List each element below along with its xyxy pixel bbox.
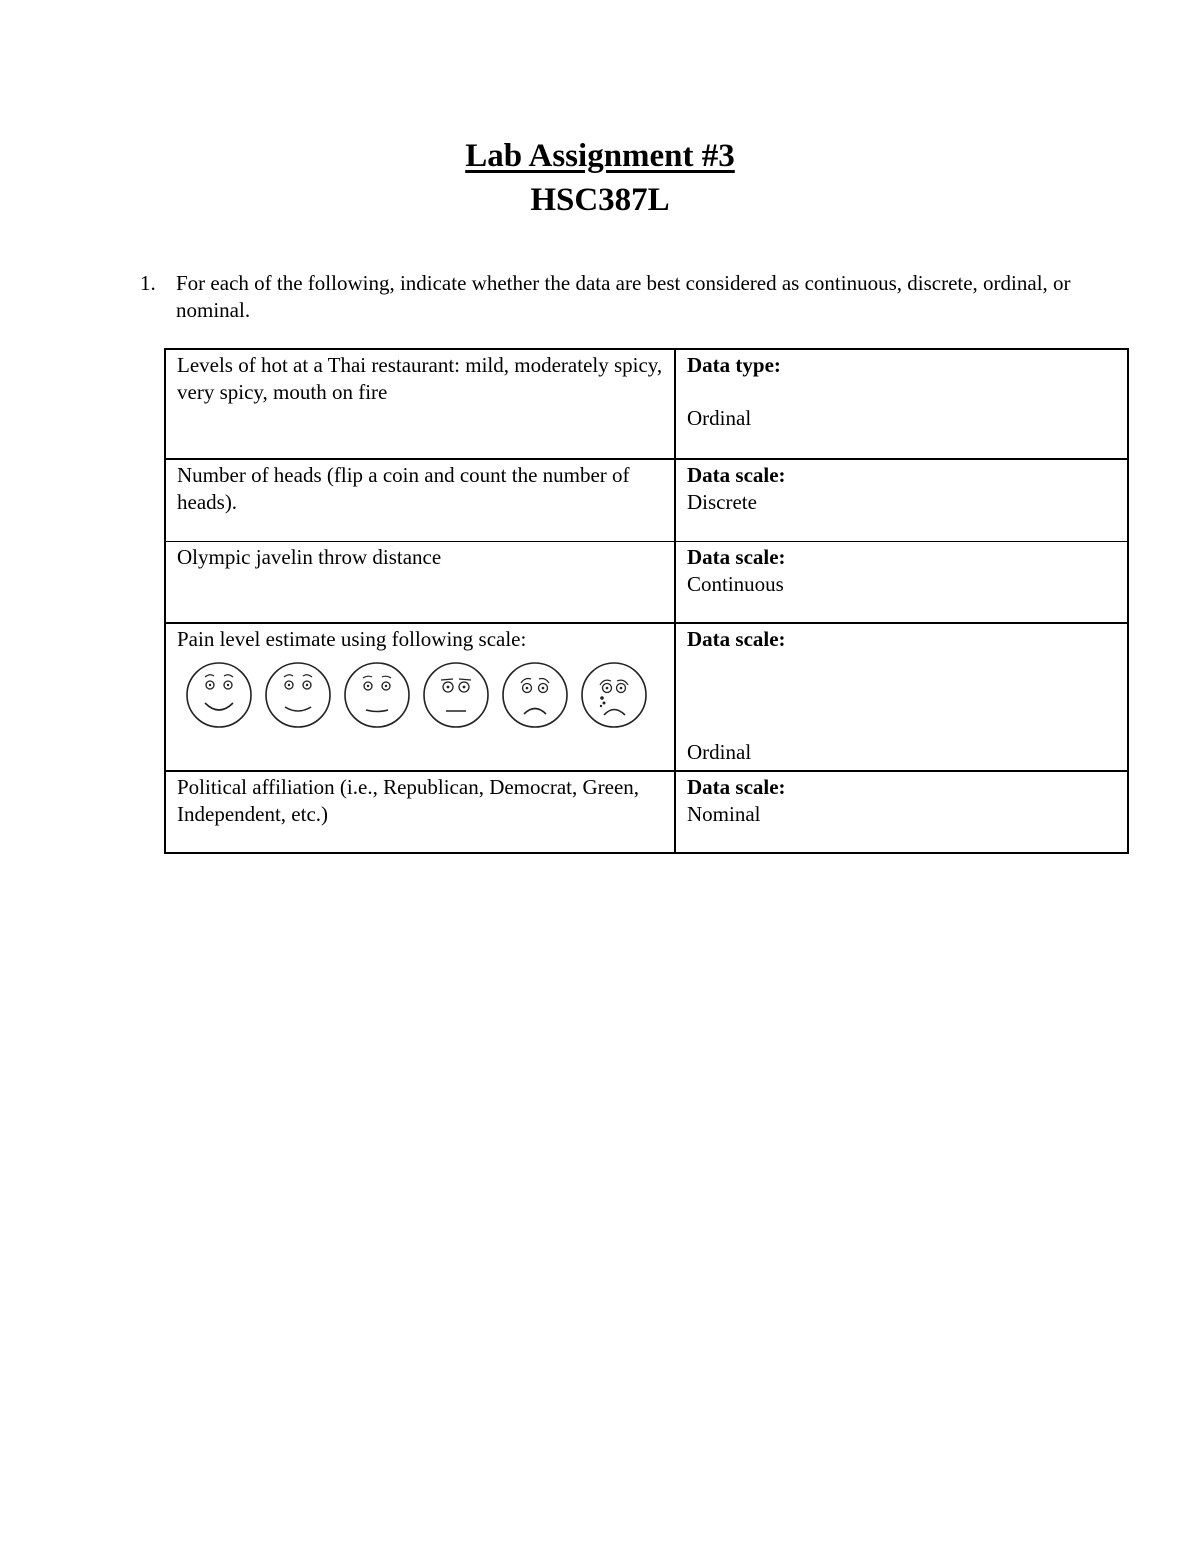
item-text: Olympic javelin throw distance xyxy=(177,544,442,569)
answer-label: Data scale: xyxy=(687,463,786,487)
question-number: 1. xyxy=(140,271,156,295)
answer-label: Data scale: xyxy=(687,775,786,799)
answer-value: Continuous xyxy=(687,571,784,596)
answer-value: Ordinal xyxy=(687,740,752,764)
slight-smile-face-icon xyxy=(343,661,411,729)
pain-scale-faces xyxy=(185,661,664,729)
item-text: Levels of hot at a Thai restaurant: mild, moderately spicy, very spicy, mouth on fire xyxy=(177,353,663,404)
answer-label: Data scale: xyxy=(687,627,786,651)
item-text: Political affiliation (i.e., Republican, Democrat, Green, Independent, etc.) xyxy=(177,775,640,826)
page-title: Lab Assignment #3 xyxy=(465,138,735,174)
answer-label: Data scale: xyxy=(687,544,786,569)
data-type-table xyxy=(164,348,1129,854)
answer-cell xyxy=(675,349,1128,459)
table-row xyxy=(165,771,1128,853)
table-row xyxy=(165,623,1128,771)
item-cell xyxy=(165,771,675,853)
answer-value: Ordinal xyxy=(687,406,752,430)
item-cell xyxy=(165,623,675,771)
smile-face-icon xyxy=(264,661,332,729)
answer-label: Data type: xyxy=(687,353,781,377)
table-row xyxy=(165,349,1128,459)
item-cell xyxy=(165,541,675,623)
crying-face-icon xyxy=(580,661,648,729)
course-code: HSC387L xyxy=(530,182,670,218)
item-text: Pain level estimate using following scale: xyxy=(177,627,527,651)
question-text: For each of the following, indicate whether the data are best considered as continuous, discrete, ordinal, or nominal. xyxy=(176,271,1071,322)
answer-value: Nominal xyxy=(687,802,761,826)
item-text: Number of heads (flip a coin and count the number of heads). xyxy=(177,463,630,514)
item-cell xyxy=(165,349,675,459)
item-cell xyxy=(165,459,675,541)
table-row xyxy=(165,459,1128,541)
answer-cell xyxy=(675,459,1128,541)
table-row xyxy=(165,541,1128,623)
answer-value: Discrete xyxy=(687,490,757,514)
answer-cell xyxy=(675,771,1128,853)
answer-cell xyxy=(675,623,1128,771)
answer-cell xyxy=(675,541,1128,623)
neutral-face-icon xyxy=(422,661,490,729)
smile-face-icon xyxy=(185,661,253,729)
sad-face-icon xyxy=(501,661,569,729)
